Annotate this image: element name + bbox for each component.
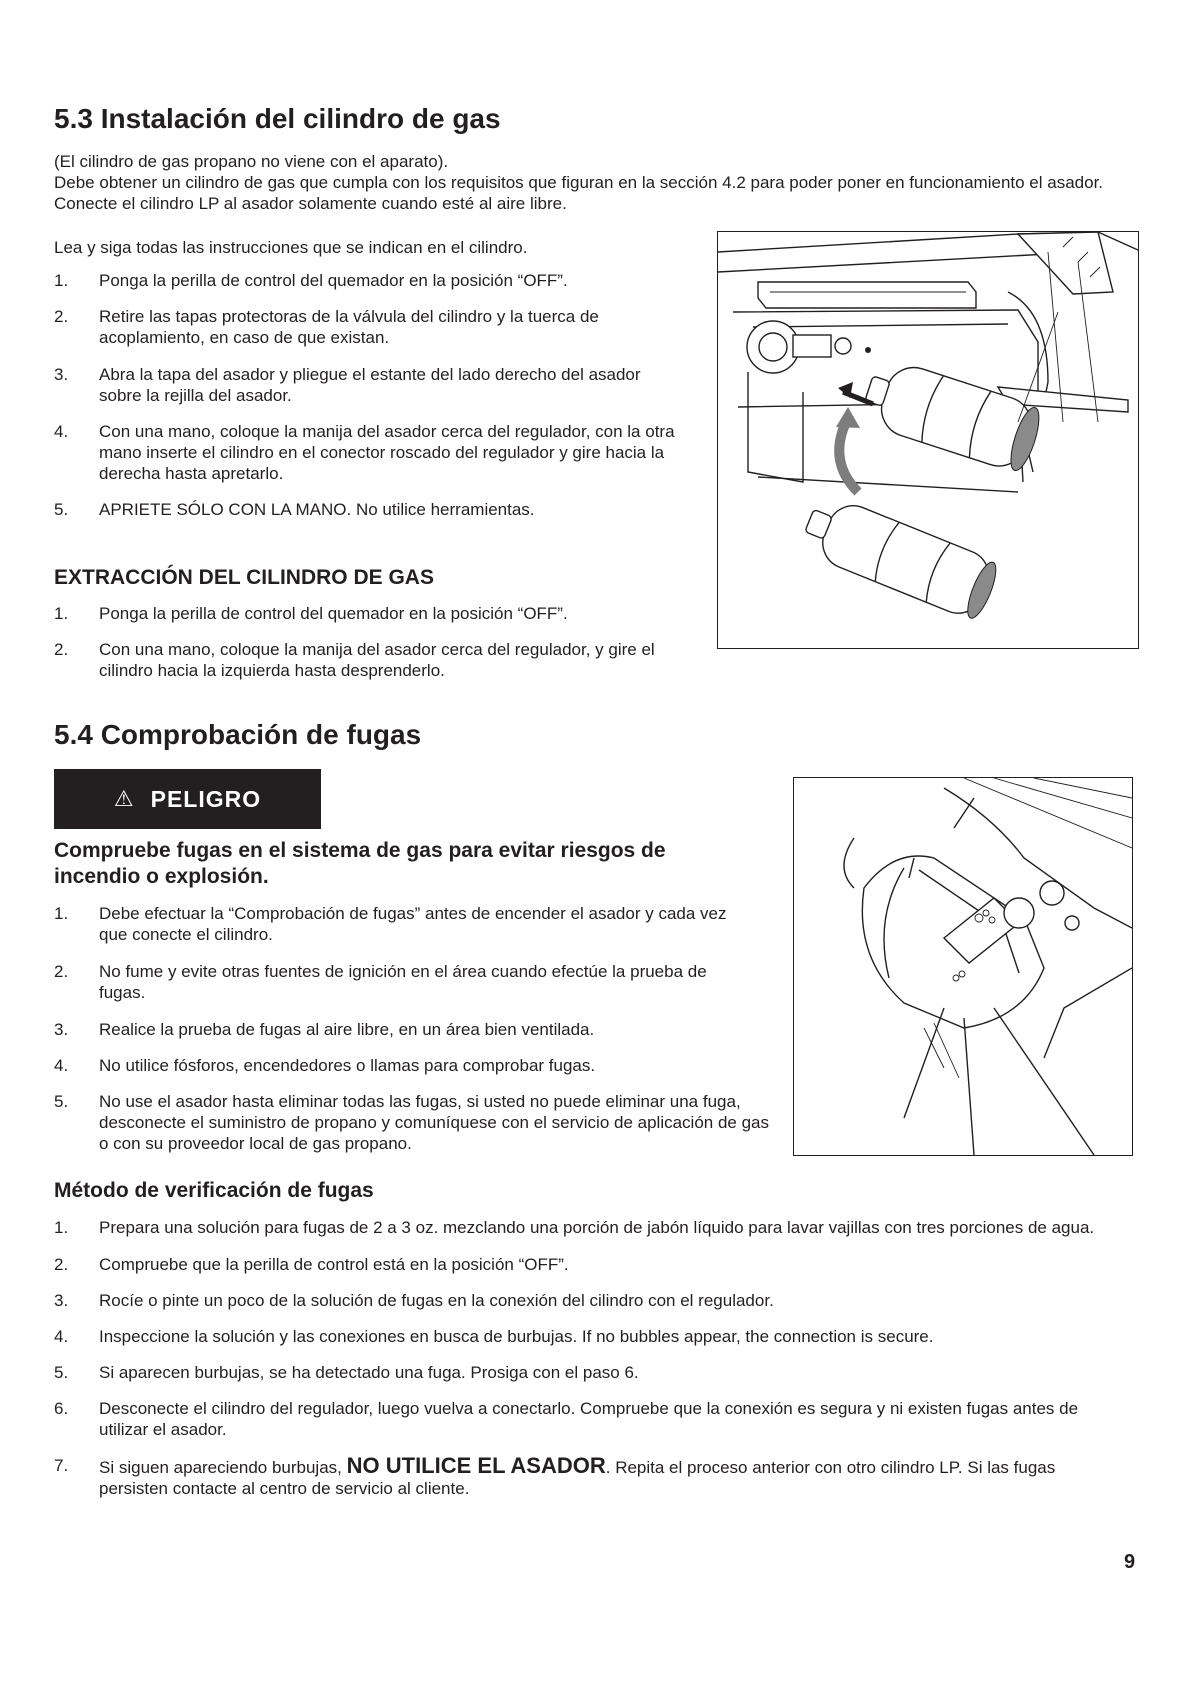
page-number: 9 [1124, 1551, 1136, 1573]
list-item: 1. Ponga la perilla de control del quemador en la posición “OFF”. [54, 604, 568, 623]
danger-banner [54, 769, 321, 829]
list-item: 4. Con una mano, coloque la manija del asador cerca del regulador, con la otra mano inserte el cilindro en el conector roscado del regulador y gire hacia la derecha hasta apretarlo. [54, 422, 675, 483]
list-item: 4. No utilice fósforos, encendedores o llamas para comprobar fugas. [54, 1056, 596, 1075]
do-not-use-emphasis: NO UTILICE EL ASADOR [346, 1453, 606, 1478]
list-item: 5. Si aparecen burbujas, se ha detectado una fuga. Prosiga con el paso 6. [54, 1363, 639, 1382]
leak-check-figure [793, 777, 1133, 1156]
list-item: 2. Con una mano, coloque la manija del asador cerca del regulador, y gire el cilindro hacia la izquierda hasta desprenderlo. [54, 640, 655, 680]
leak-check-rules [54, 903, 784, 1154]
list-item: 1. Prepara una solución para fugas de 2 a 3 oz. mezclando una porción de jabón líquido para lavar vajillas con tres porciones de agua. [54, 1218, 1095, 1237]
list-item: 2. Retire las tapas protectoras de la válvula del cilindro y la tuerca de acoplamiento, en caso de que existan. [54, 307, 599, 347]
list-item: 3. Rocíe o pinte un poco de la solución de fugas en la conexión del cilindro con el regulador. [54, 1291, 774, 1310]
section-5-3-intro [54, 151, 1134, 214]
extraction-steps [54, 603, 694, 681]
extraction-title: EXTRACCIÓN DEL CILINDRO DE GAS [54, 566, 434, 589]
section-5-4-title: 5.4 Comprobación de fugas [54, 719, 422, 750]
intro-line-1: (El cilindro de gas propano no viene con el aparato). [54, 152, 449, 171]
intro-line-2: Debe obtener un cilindro de gas que cumpla con los requisitos que figuran en la sección 4.2 para poder poner en funcionamiento el asador. Conecte el cilindro LP al asador solamente cuando esté al aire libre. [54, 173, 1104, 213]
cylinder-installation-figure [717, 231, 1139, 649]
leak-method-steps [54, 1217, 1144, 1499]
danger-warning-text: Compruebe fugas en el sistema de gas para evitar riesgos de incendio o explosión. [54, 839, 666, 888]
list-item: 1. Ponga la perilla de control del quemador en la posición “OFF”. [54, 271, 568, 290]
list-item: 2. Compruebe que la perilla de control está en la posición “OFF”. [54, 1255, 569, 1274]
list-item: 7. Si siguen apareciendo burbujas, NO UTILICE EL ASADOR. Repita el proceso anterior con otro cilindro LP. Si las fugas persisten contacte al centro de servicio al cliente. [54, 1453, 1056, 1498]
list-item: 4. Inspeccione la solución y las conexiones en busca de burbujas. If no bubbles appear, the connection is secure. [54, 1327, 934, 1346]
section-5-3-lead: Lea y siga todas las instrucciones que se indican en el cilindro. [54, 238, 528, 257]
warning-triangle-icon: ⚠ [113, 786, 135, 811]
list-item: 5. APRIETE SÓLO CON LA MANO. No utilice herramientas. [54, 500, 535, 519]
list-item: 3. Realice la prueba de fugas al aire libre, en un área bien ventilada. [54, 1020, 595, 1039]
list-item: 6. Desconecte el cilindro del regulador, luego vuelva a conectarlo. Compruebe que la conexión es segura y ni existen fugas antes de utilizar el asador. [54, 1399, 1079, 1439]
list-item: 2. No fume y evite otras fuentes de ignición en el área cuando efectúe la prueba de fugas. [54, 962, 707, 1002]
section-5-3-title: 5.3 Instalación del cilindro de gas [54, 103, 501, 134]
installation-steps [54, 270, 694, 520]
list-item: 1. Debe efectuar la “Comprobación de fugas” antes de encender el asador y cada vez que conecte el cilindro. [54, 904, 727, 944]
method-title: Método de verificación de fugas [54, 1179, 374, 1202]
regulator-closeup-illustration [794, 778, 1132, 1155]
list-item: 3. Abra la tapa del asador y pliegue el estante del lado derecho del asador sobre la rejilla del asador. [54, 365, 641, 405]
grill-cylinder-illustration [718, 232, 1138, 648]
danger-label: PELIGRO [150, 785, 262, 812]
list-item: 5. No use el asador hasta eliminar todas las fugas, si usted no puede eliminar una fuga, desconecte el suministro de propano y comuníquese con el servicio de aplicación de gas o con su proveedor local de gas propano. [54, 1092, 770, 1153]
